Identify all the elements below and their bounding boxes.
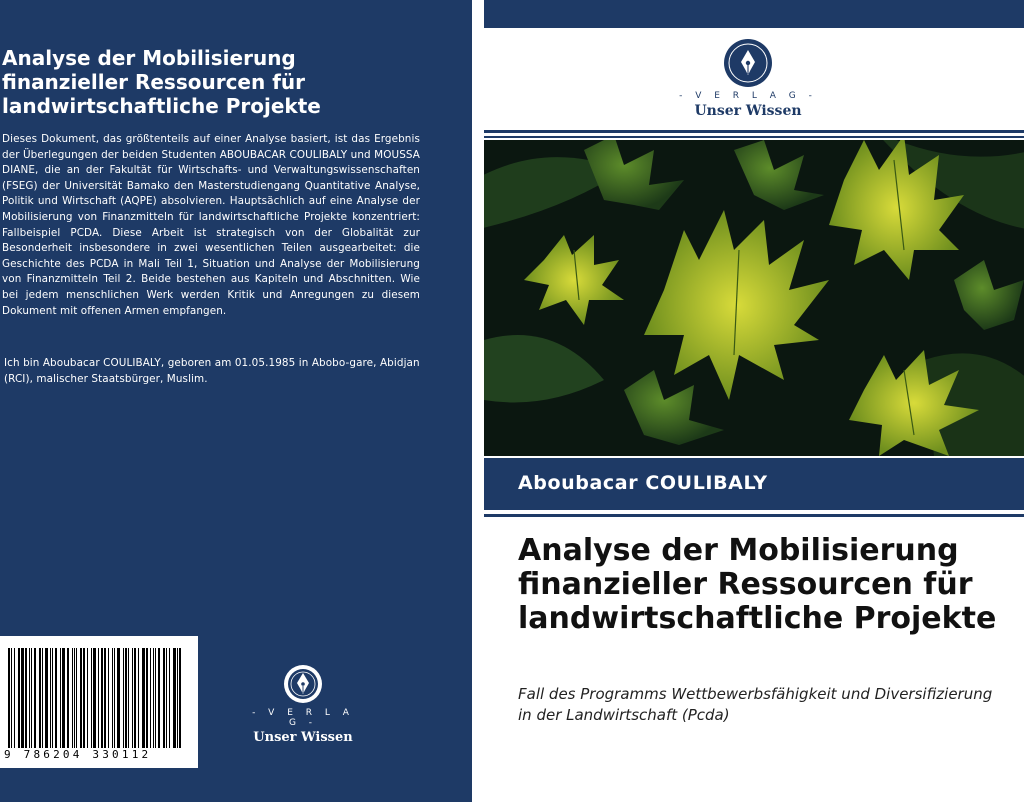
author-bio: Ich bin Aboubacar COULIBALY, geboren am 01.05.1985 in Abobo-gare, Abidjan (RCI), malischer Staatsbürger, Muslim.: [4, 357, 420, 385]
barcode-bar: [31, 648, 32, 748]
barcode-bar: [25, 648, 26, 748]
barcode-bar: [158, 648, 160, 748]
publisher-logo-back: [248, 664, 358, 745]
barcode-bar: [125, 648, 127, 748]
book-subtitle: Fall des Programms Wettbewerbsfähigkeit und Diversifizierung in der Landwirtschaft (Pcda): [518, 685, 993, 724]
author-name: Aboubacar COULIBALY: [518, 472, 768, 494]
front-cover: [484, 0, 1024, 802]
barcode-bar: [138, 648, 139, 748]
barcode-bar: [153, 648, 154, 748]
barcode-bar: [55, 648, 57, 748]
author-band: [484, 458, 1024, 510]
barcode-bar: [8, 648, 10, 748]
barcode-bar: [101, 648, 103, 748]
barcode-bar: [50, 648, 51, 748]
barcode-bar: [173, 648, 176, 748]
barcode-bar: [98, 648, 99, 748]
barcode-bar: [166, 648, 167, 748]
barcode-bar: [134, 648, 136, 748]
barcode-bar: [29, 648, 30, 748]
barcode-bar: [34, 648, 36, 748]
barcode-bar: [114, 648, 115, 748]
barcode-bar: [45, 648, 48, 748]
back-cover-title: Analyse der Mobilisierung finanzieller Ressourcen für landwirtschaftliche Projekte: [2, 46, 321, 118]
barcode-bar: [112, 648, 113, 748]
barcode-bar: [72, 648, 73, 748]
barcode-bar: [117, 648, 120, 748]
divider-rule: [484, 136, 1024, 138]
barcode-bar: [169, 648, 170, 748]
barcode-bar: [179, 648, 181, 748]
barcode-bar: [67, 648, 69, 748]
spine: [472, 0, 484, 802]
barcode-bar: [132, 648, 133, 748]
barcode-bar: [155, 648, 156, 748]
barcode-bar: [11, 648, 12, 748]
barcode-bar: [18, 648, 20, 748]
publisher-name: Unser Wissen: [694, 103, 802, 119]
publisher-name: Unser Wissen: [253, 730, 353, 745]
barcode-bar: [108, 648, 109, 748]
barcode-bar: [123, 648, 124, 748]
top-band: [484, 0, 1024, 28]
divider-rule: [484, 514, 1024, 517]
divider-rule: [484, 130, 1024, 133]
barcode-bar: [52, 648, 53, 748]
barcode-bar: [83, 648, 85, 748]
publisher-verlag-label: - V E R L A G -: [252, 708, 354, 728]
barcode-bar: [14, 648, 15, 748]
barcode-bar: [21, 648, 24, 748]
barcode-bar: [80, 648, 82, 748]
barcode-bar: [87, 648, 88, 748]
barcode-bar: [60, 648, 61, 748]
barcode-bar: [74, 648, 75, 748]
cover-photo-leaves: [484, 140, 1024, 456]
isbn-barcode: [0, 636, 198, 768]
barcode-bar: [128, 648, 129, 748]
barcode-bar: [104, 648, 106, 748]
book-title: Analyse der Mobilisierung finanzieller Ressourcen für landwirtschaftliche Projekte: [518, 533, 997, 636]
barcode-bar: [39, 648, 41, 748]
barcode-bar: [142, 648, 145, 748]
publisher-verlag-label: - V E R L A G -: [679, 91, 817, 101]
barcode-bar: [76, 648, 77, 748]
barcode-bars: [8, 648, 188, 748]
publisher-logo-front: [670, 38, 826, 119]
isbn-digits: 9 786204 330112: [4, 748, 152, 761]
back-cover: [0, 0, 472, 802]
barcode-bar: [177, 648, 178, 748]
fountain-pen-nib-icon: [283, 664, 323, 704]
barcode-bar: [42, 648, 43, 748]
barcode-bar: [91, 648, 92, 748]
barcode-bar: [150, 648, 151, 748]
back-cover-description: Dieses Dokument, das größtenteils auf einer Analyse basiert, ist das Ergebnis der Überlegungen der beiden Studenten ABOUBACAR COULIBALY und MOUSSA DIANE, die an der Fakultät für Wirtschafts- und Verwaltungswissenschaften (FSEG) der Universität Bamako den Masterstudiengang Quantitative Analyse, Politik und Wirtschaft (AQPE) absolvieren. Hauptsächlich auf eine Analyse der Mobilisierung von Finanzmitteln für landwirtschaftliche Projekte konzentriert: Fallbeispiel PCDA. Diese Arbeit ist strategisch von der Globalität zur Besonderheit insbesondere in zwei wesentlichen Teilen ausgearbeitet: die Geschichte des PCDA in Mali Teil 1, Situation und Analyse der Mobilisierung von Finanzmitteln Teil 2. Beide bestehen aus Kapiteln und Abschnitten. Wie bei jedem menschlichen Werk werden Kritik und Anregungen zu diesem Dokument mit offenen Armen empfangen.: [2, 133, 420, 317]
fountain-pen-nib-icon: [723, 38, 773, 88]
barcode-bar: [146, 648, 148, 748]
barcode-bar: [62, 648, 65, 748]
barcode-bar: [163, 648, 165, 748]
barcode-bar: [93, 648, 96, 748]
